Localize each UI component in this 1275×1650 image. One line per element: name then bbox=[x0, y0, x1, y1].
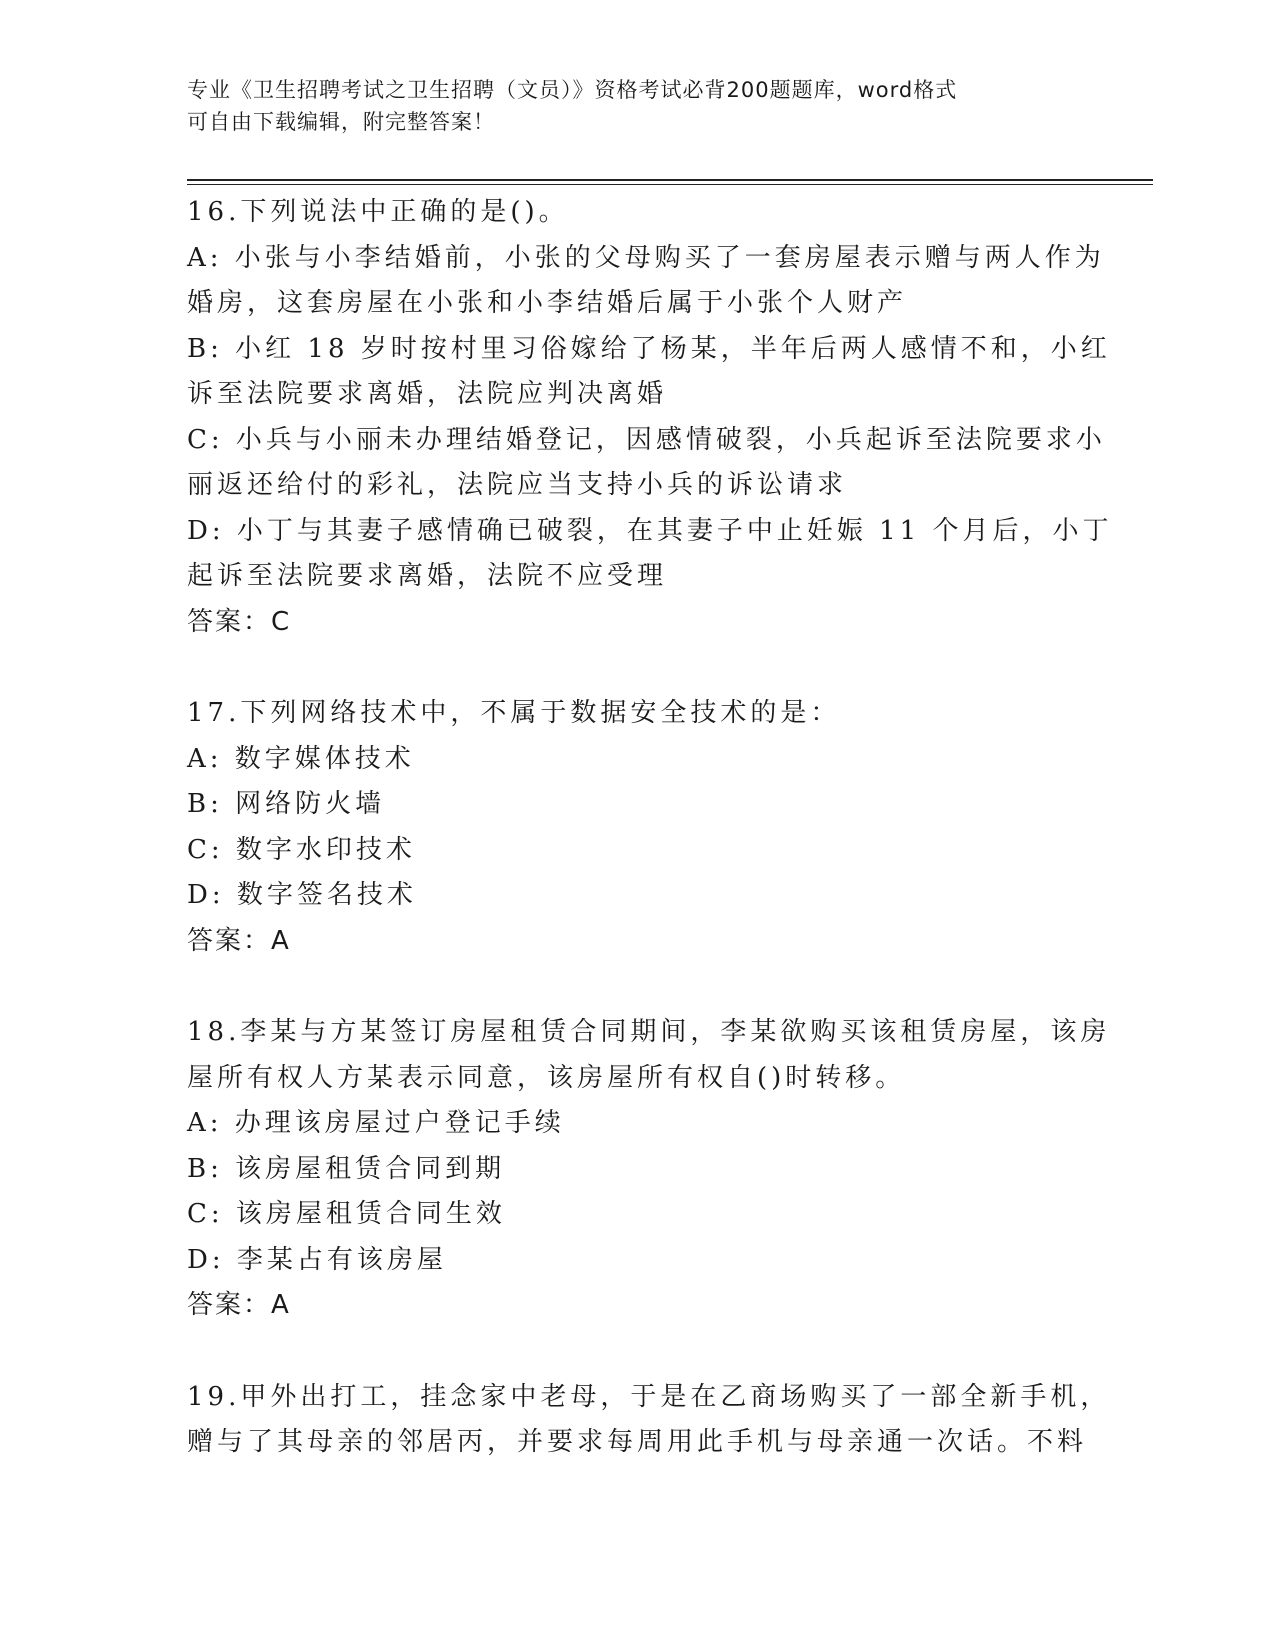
option-b: B: 该房屋租赁合同到期 bbox=[187, 1153, 506, 1184]
question-17 bbox=[187, 691, 1087, 964]
option-c-cont: 丽返还给付的彩礼，法院应当支持小兵的诉讼请求 bbox=[187, 470, 848, 500]
option-b: B: 小红 18 岁时按村里习俗嫁给了杨某，半年后两人感情不和，小红 bbox=[187, 333, 1111, 364]
option-b: B: 网络防火墙 bbox=[187, 789, 386, 819]
question-stem-cont: 屋所有权人方某表示同意，该房屋所有权自()时转移。 bbox=[187, 1062, 906, 1093]
header-divider-thin bbox=[187, 184, 1153, 185]
question-stem: 16.下列说法中正确的是()。 bbox=[187, 197, 569, 227]
question-list bbox=[187, 190, 1113, 1512]
option-a-cont: 婚房，这套房屋在小张和小李结婚后属于小张个人财产 bbox=[187, 288, 908, 318]
option-d: D: 李某占有该房屋 bbox=[187, 1244, 447, 1275]
header-divider-thick bbox=[187, 179, 1153, 181]
option-d-cont: 起诉至法院要求离婚，法院不应受理 bbox=[187, 561, 668, 591]
option-a: A: 办理该房屋过户登记手续 bbox=[187, 1108, 565, 1138]
question-stem: 18.李某与方某签订房屋租赁合同期间，李某欲购买该租赁房屋，该房 bbox=[187, 1017, 1111, 1047]
header-line-2: 可自由下载编辑，附完整答案！ bbox=[187, 110, 495, 134]
answer-label: 答案：A bbox=[187, 1290, 291, 1320]
option-c: C: 该房屋租赁合同生效 bbox=[187, 1199, 506, 1229]
header-line-1: 专业《卫生招聘考试之卫生招聘（文员）》资格考试必背200题题库，word格式 bbox=[187, 78, 958, 102]
answer-label: 答案：C bbox=[187, 606, 292, 637]
option-c: C: 数字水印技术 bbox=[187, 834, 416, 865]
option-b-cont: 诉至法院要求离婚，法院应判决离婚 bbox=[187, 379, 668, 409]
answer-label: 答案：A bbox=[187, 925, 291, 956]
question-18 bbox=[187, 1010, 1111, 1329]
question-16 bbox=[187, 190, 1113, 645]
page-header bbox=[187, 74, 1087, 138]
option-d: D: 小丁与其妻子感情确已破裂，在其妻子中止妊娠 11 个月后，小丁 bbox=[187, 515, 1113, 546]
option-d: D: 数字签名技术 bbox=[187, 880, 417, 910]
option-a: A: 数字媒体技术 bbox=[187, 743, 415, 774]
option-c: C: 小兵与小丽未办理结婚登记，因感情破裂，小兵起诉至法院要求小 bbox=[187, 424, 1106, 455]
question-stem-cont: 赠与了其母亲的邻居丙，并要求每周用此手机与母亲通一次话。不料 bbox=[187, 1427, 1088, 1457]
question-19 bbox=[187, 1375, 1111, 1466]
question-stem: 19.甲外出打工，挂念家中老母，于是在乙商场购买了一部全新手机， bbox=[187, 1381, 1111, 1412]
question-stem: 17.下列网络技术中，不属于数据安全技术的是： bbox=[187, 698, 841, 728]
option-a: A: 小张与小李结婚前，小张的父母购买了一套房屋表示赠与两人作为 bbox=[187, 242, 1105, 273]
